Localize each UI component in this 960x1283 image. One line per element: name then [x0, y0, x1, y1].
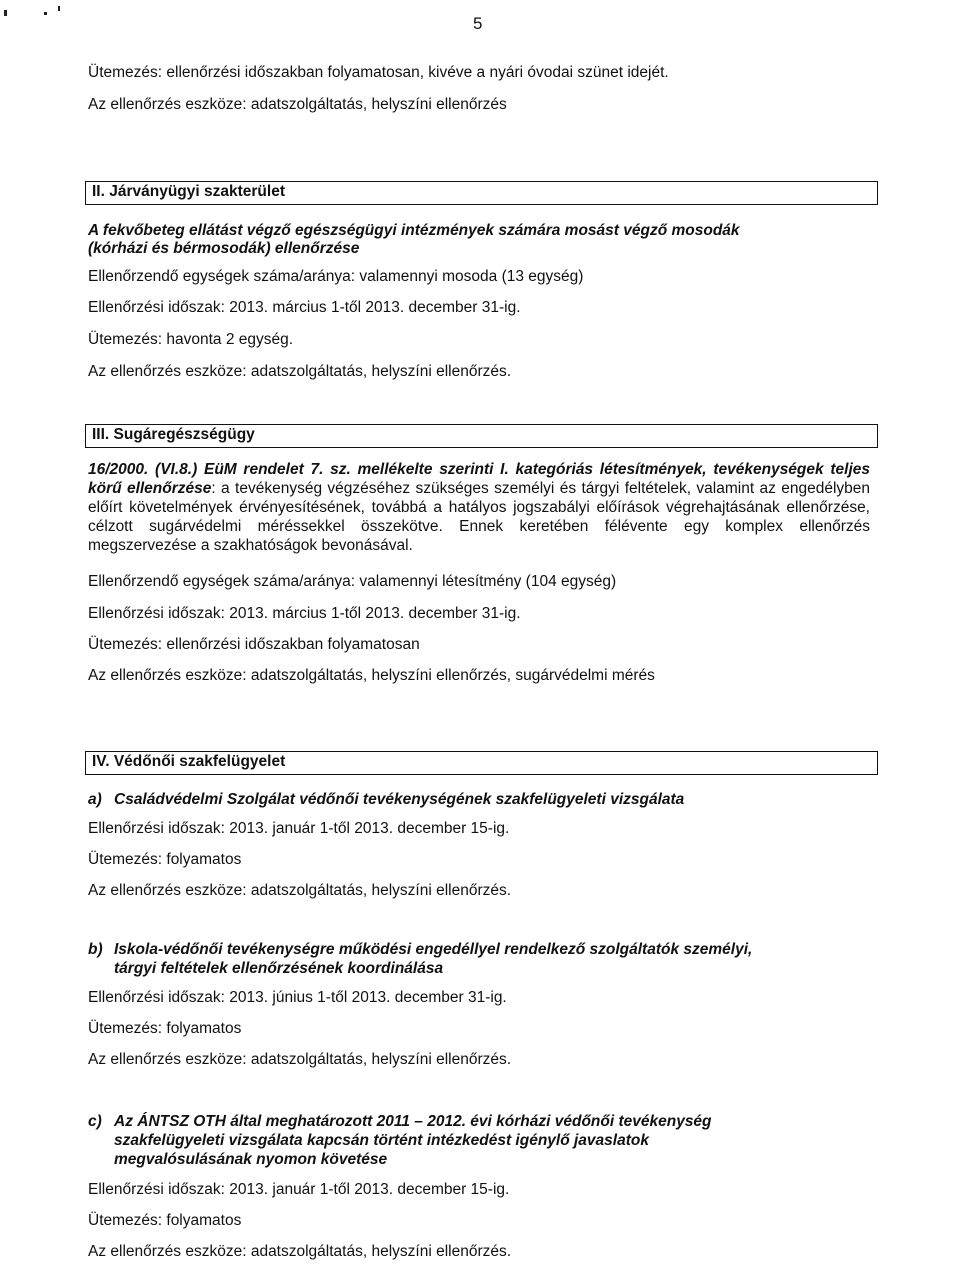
section-3-units: Ellenőrzendő egységek száma/aránya: valamennyi létesítmény (104 egység)	[88, 573, 617, 590]
section-4c-title-line3: megvalósulásának nyomon követése	[114, 1151, 388, 1168]
section-4a-heading	[88, 790, 870, 809]
section-3-title: III. Sugáregészségügy	[92, 426, 255, 443]
section-3-schedule: Ütemezés: ellenőrzési időszakban folyamatosan	[88, 636, 420, 653]
section-2-title: II. Járványügyi szakterület	[92, 183, 285, 200]
section-3-paragraph-lead: 16/2000. (VI.8.) EüM rendelet 7. sz. mellékelte szerinti I. kategóriás létesítmények, tevékenységek teljes körű ellenőrzése	[88, 461, 870, 497]
section-4-header	[85, 751, 878, 775]
section-4c-title-line1: Az ÁNTSZ OTH által meghatározott 2011 – 2012. évi kórházi védőnői tevékenység	[114, 1113, 712, 1130]
section-4b-period: Ellenőrzési időszak: 2013. június 1-től 2013. december 31-ig.	[88, 989, 507, 1006]
section-4b-letter: b)	[88, 941, 103, 958]
intro-schedule: Ütemezés: ellenőrzési időszakban folyamatosan, kivéve a nyári óvodai szünet idejét.	[88, 64, 669, 81]
section-3-period: Ellenőrzési időszak: 2013. március 1-től 2013. december 31-ig.	[88, 605, 521, 622]
section-4c-heading	[88, 1112, 870, 1131]
section-4b-schedule: Ütemezés: folyamatos	[88, 1020, 242, 1037]
section-4c-title-line2: szakfelügyeleti vizsgálata kapcsán történt intézkedést igénylő javaslatok	[114, 1132, 649, 1149]
section-4c-letter: c)	[88, 1113, 102, 1130]
section-2-units: Ellenőrzendő egységek száma/aránya: valamennyi mosoda (13 egység)	[88, 268, 584, 285]
section-4-title: IV. Védőnői szakfelügyelet	[92, 753, 286, 770]
section-3-paragraph-rest: : a tevékenység végzéséhez szükséges személyi és tárgyi feltételek, valamint az engedélyben előírt követelmények érvényesítésének, továbbá a hatályos jogszabályi előírások végrehajtásának ellenőrzése, célzott sugárvédelmi méréssekkel összekötve. Ennek keretében félévente egy komplex ellenőrzés megszervezése a szakhatóságok bevonásával.	[88, 480, 870, 554]
section-4a-period: Ellenőrzési időszak: 2013. január 1-től 2013. december 15-ig.	[88, 820, 510, 837]
section-4a-schedule: Ütemezés: folyamatos	[88, 851, 242, 868]
section-4c-tool: Az ellenőrzés eszköze: adatszolgáltatás, helyszíni ellenőrzés.	[88, 1243, 512, 1260]
section-4a-tool: Az ellenőrzés eszköze: adatszolgáltatás, helyszíni ellenőrzés.	[88, 882, 512, 899]
section-2-subtitle-line2: (kórházi és bérmosodák) ellenőrzése	[88, 240, 360, 257]
section-4b-title-line2: tárgyi feltételek ellenőrzésének koordinálása	[114, 960, 444, 977]
section-3-header	[85, 424, 878, 448]
section-2-tool: Az ellenőrzés eszköze: adatszolgáltatás, helyszíni ellenőrzés.	[88, 363, 512, 380]
section-2-subtitle-line1: A fekvőbeteg ellátást végző egészségügyi intézmények számára mosást végző mosodák	[88, 222, 740, 239]
section-3-paragraph	[88, 460, 870, 555]
section-2-header	[85, 181, 878, 205]
section-4c-schedule: Ütemezés: folyamatos	[88, 1212, 242, 1229]
section-4c-period: Ellenőrzési időszak: 2013. január 1-től 2013. december 15-ig.	[88, 1181, 510, 1198]
intro-tool: Az ellenőrzés eszköze: adatszolgáltatás, helyszíni ellenőrzés	[88, 96, 507, 113]
section-4b-tool: Az ellenőrzés eszköze: adatszolgáltatás, helyszíni ellenőrzés.	[88, 1051, 512, 1068]
section-4a-letter: a)	[88, 791, 102, 808]
section-3-tool: Az ellenőrzés eszköze: adatszolgáltatás, helyszíni ellenőrzés, sugárvédelmi mérés	[88, 667, 655, 684]
scan-speck	[58, 6, 60, 11]
section-4b-heading	[88, 940, 870, 959]
page-number: 5	[473, 14, 483, 33]
section-2-period: Ellenőrzési időszak: 2013. március 1-től 2013. december 31-ig.	[88, 299, 521, 316]
section-4a-title: Családvédelmi Szolgálat védőnői tevékenységének szakfelügyeleti vizsgálata	[114, 791, 685, 808]
section-4b-title-line1: Iskola-védőnői tevékenységre működési engedéllyel rendelkező szolgáltatók személyi,	[114, 941, 753, 958]
section-2-schedule: Ütemezés: havonta 2 egység.	[88, 331, 294, 348]
scan-speck	[4, 10, 7, 16]
scan-speck	[44, 12, 47, 15]
